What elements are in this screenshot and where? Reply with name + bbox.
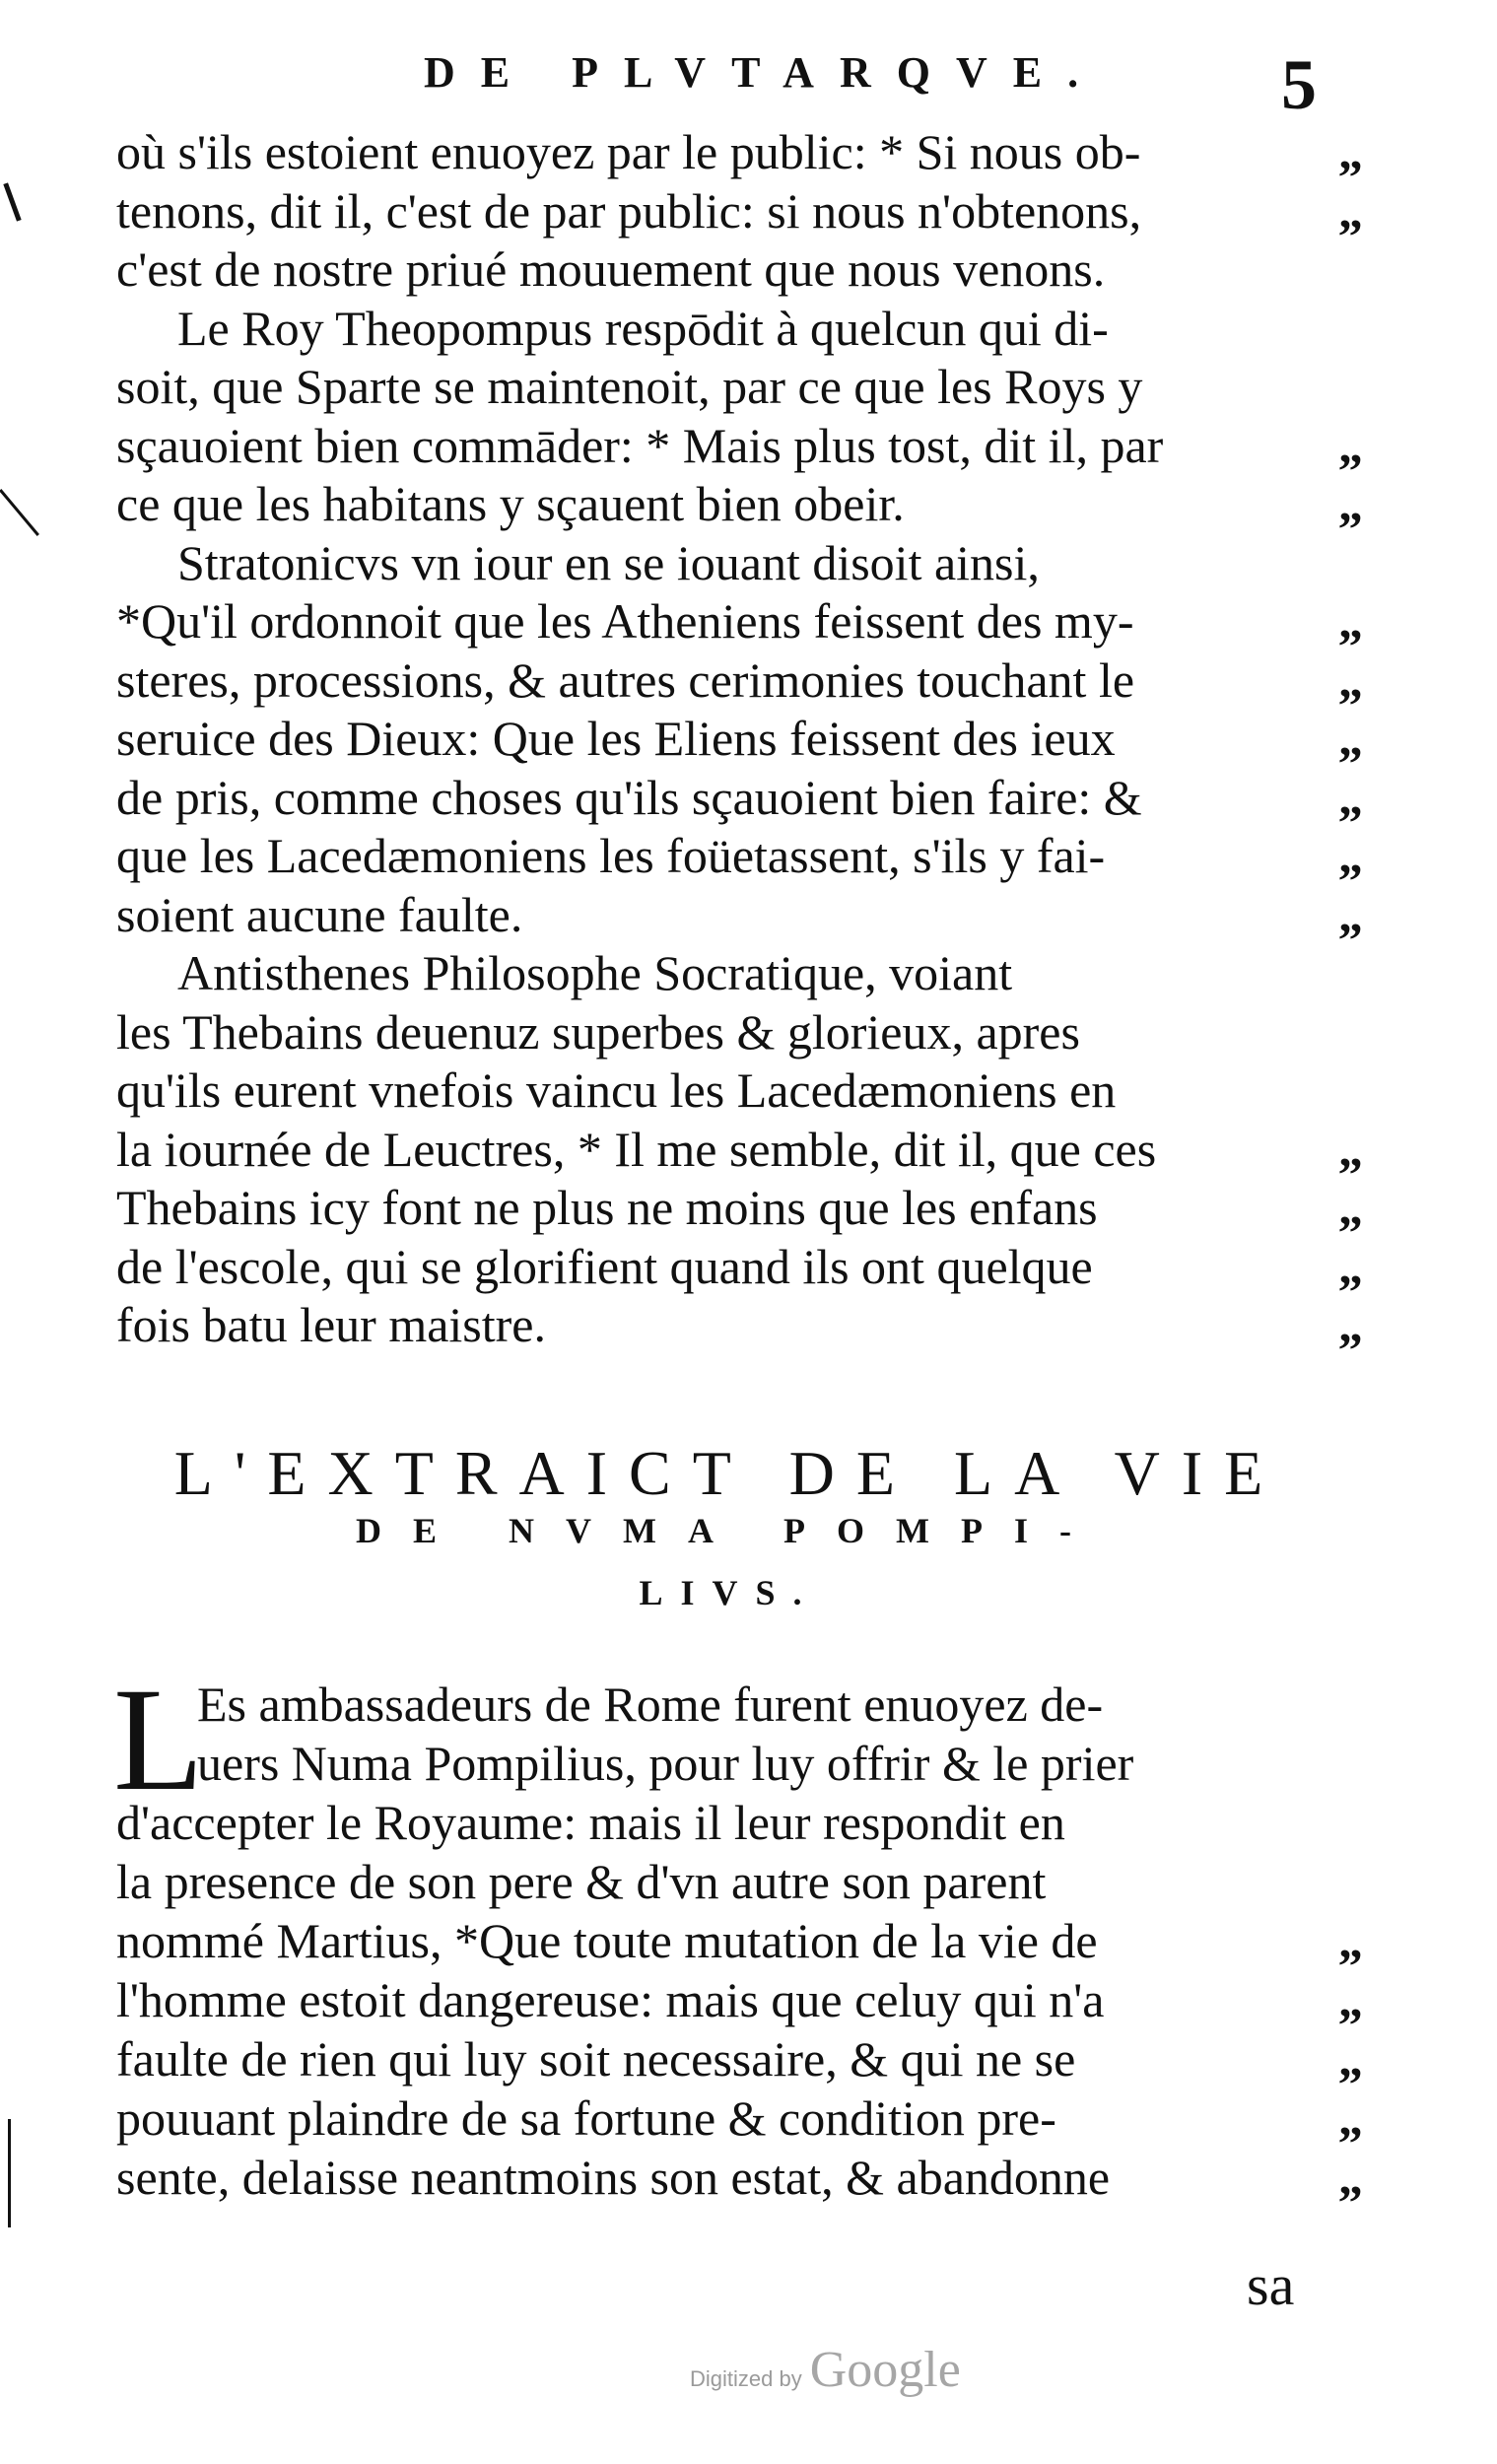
quote-margin-mark: „ [1338, 1297, 1363, 1352]
text-line: c'est de nostre priué mouuement que nous venons. [116, 241, 1106, 297]
text-line: sçauoient bien commāder: * Mais plus tost, dit il, par [116, 417, 1164, 473]
scan-mark-bottom-left [8, 2119, 11, 2227]
quote-margin-mark: „ [1338, 2150, 1363, 2205]
quote-margin-mark: „ [1338, 2090, 1363, 2146]
chapter-title-line3: LIVS. [639, 1573, 820, 1612]
quote-margin-mark: „ [1338, 182, 1363, 239]
text-line: ce que les habitans y sçauent bien obeir. [116, 476, 905, 531]
chapter-title: L'EXTRAICT DE LA VIE [173, 1438, 1285, 1508]
text-line: *Qu'il ordonnoit que les Atheniens feissent des my- [116, 593, 1134, 649]
quote-margin-mark: „ [1338, 769, 1363, 825]
text-line: la iournée de Leuctres, * Il me semble, dit il, que ces [116, 1121, 1157, 1177]
page-number: 5 [1281, 45, 1317, 124]
text-line: sente, delaisse neantmoins son estat, & abandonne [116, 2150, 1111, 2205]
text-line: pouuant plaindre de sa fortune & condition pre- [116, 2090, 1056, 2146]
catchword: sa [1247, 2257, 1295, 2314]
quote-margin-mark: „ [1338, 476, 1363, 531]
text-line: Antisthenes Philosophe Socratique, voiant [177, 945, 1013, 1000]
text-line: uers Numa Pompilius, pour luy offrir & le prier [197, 1736, 1134, 1791]
google-logo: Google [809, 2342, 961, 2398]
quote-margin-mark: „ [1338, 1913, 1363, 1968]
quote-margin-mark: „ [1338, 1180, 1363, 1235]
chapter-title-line2: DE NVMA POMPI- [356, 1511, 1103, 1550]
text-line: où s'ils estoient enuoyez par le public: * Si nous ob- [116, 124, 1141, 179]
quote-margin-mark: „ [1338, 828, 1363, 883]
text-line: Es ambassadeurs de Rome furent enuoyez de- [197, 1677, 1104, 1732]
text-line: Stratonicvs vn iour en se iouant disoit ainsi, [177, 534, 1040, 590]
quote-margin-mark: „ [1338, 417, 1363, 473]
text-line: seruice des Dieux: Que les Eliens feissent des ieux [116, 711, 1116, 766]
text-line: Thebains icy font ne plus ne moins que les enfans [116, 1180, 1098, 1235]
text-line: Le Roy Theopompus respōdit à quelcun qui di- [177, 300, 1109, 356]
running-head: DE PLVTARQVE. [424, 48, 1105, 97]
text-line: fois batu leur maistre. [116, 1297, 546, 1352]
text-line: de pris, comme choses qu'ils sçauoient bien faire: & [116, 769, 1142, 825]
quote-margin-mark: „ [1338, 124, 1363, 179]
text-line: soient aucune faulte. [116, 886, 523, 942]
text-line: d'accepter le Royaume: mais il leur respondit en [116, 1795, 1065, 1850]
scan-mark-left [3, 182, 21, 221]
quote-margin-mark: „ [1338, 2031, 1363, 2087]
text-line: les Thebains deuenuz superbes & glorieux, apres [116, 1003, 1080, 1060]
quote-margin-mark: „ [1338, 886, 1363, 942]
text-line: l'homme estoit dangereuse: mais que celuy qui n'a [116, 1972, 1105, 2027]
text-line: faulte de rien qui luy soit necessaire, & qui ne se [116, 2031, 1076, 2087]
digitized-by-google-watermark [690, 2341, 1104, 2399]
quote-margin-mark: „ [1338, 593, 1363, 649]
text-line: la presence de son pere & d'vn autre son parent [116, 1854, 1047, 1909]
text-line: tenons, dit il, c'est de par public: si nous n'obtenons, [116, 182, 1142, 239]
quote-margin-mark: „ [1338, 1238, 1363, 1294]
digitized-label: Digitized by [690, 2366, 802, 2391]
text-line: que les Lacedæmoniens les foüetassent, s'ils y fai- [116, 828, 1106, 883]
text-line: steres, processions, & autres cerimonies touchant le [116, 651, 1135, 708]
quote-margin-mark: „ [1338, 711, 1363, 766]
text-line: nommé Martius, *Que toute mutation de la vie de [116, 1913, 1098, 1968]
text-line: de l'escole, qui se glorifient quand ils ont quelque [116, 1238, 1093, 1294]
text-line: soit, que Sparte se maintenoit, par ce que les Roys y [116, 359, 1143, 414]
drop-cap: L [113, 1658, 204, 1821]
quote-margin-mark: „ [1338, 1972, 1363, 2027]
quote-margin-mark: „ [1338, 651, 1363, 708]
scan-mark-left-2 [0, 489, 39, 536]
text-line: qu'ils eurent vnefois vaincu les Lacedæmoniens en [116, 1062, 1117, 1118]
quote-margin-mark: „ [1338, 1121, 1363, 1177]
